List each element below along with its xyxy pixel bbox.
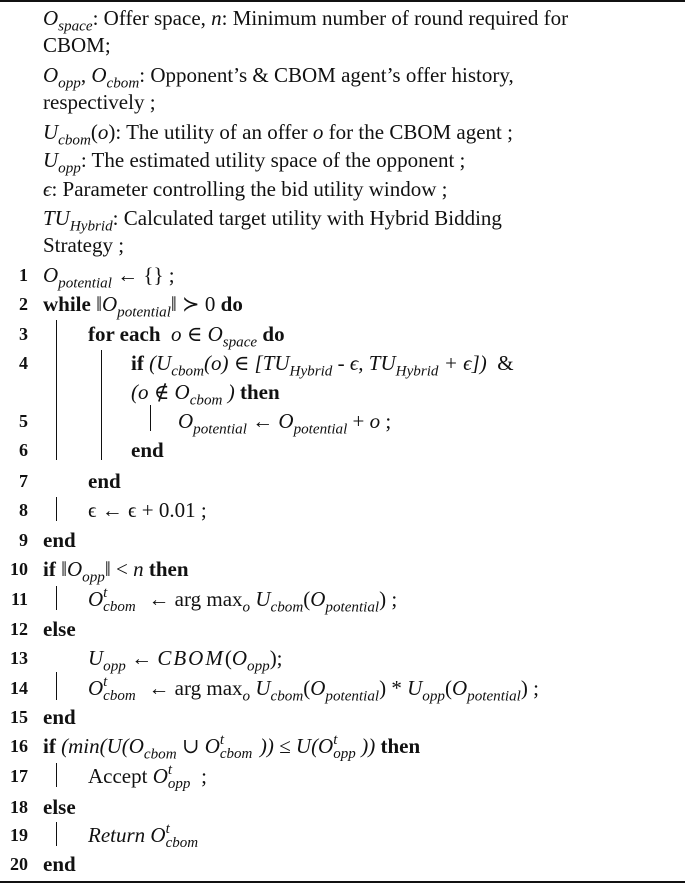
line-number: 3 [19, 324, 28, 344]
step-4-cont: (o ∉ $O_{cbom}$ ) then [131, 380, 280, 409]
line-number: 2 [19, 294, 28, 314]
header-line-5: $U_{cbom}(o)$: The utility of an offer o for the CBOM agent ; [43, 120, 513, 149]
return-block-bar [56, 822, 57, 846]
accept-block-bar [56, 763, 57, 787]
top-rule [0, 0, 685, 2]
header-line-6: $U_{opp}$: The estimated utility space of the opponent ; [43, 148, 466, 177]
header-line-9: Strategy ; [43, 233, 125, 257]
line-number: 11 [10, 589, 28, 609]
for-block-bar [101, 350, 102, 460]
line-number: 8 [19, 500, 28, 520]
if-block-bar [150, 405, 151, 431]
line-number: 19 [10, 825, 28, 845]
while-tail-bar [56, 497, 57, 521]
step-12: else [43, 617, 76, 641]
step-20: end [43, 852, 76, 876]
line-number: 1 [19, 265, 28, 285]
step-17: Accept O t opp ; [88, 762, 207, 792]
header-line-3: $O_{opp}$, $O_{cbom}$: Opponent’s & CBOM agent’s offer history, [43, 63, 514, 92]
header-line-1: $O_{space}$: Offer space, n: Minimum number of round required for [43, 6, 569, 35]
step-15: end [43, 705, 76, 729]
line-number: 18 [10, 797, 28, 817]
if-opp-block-bar [56, 586, 57, 610]
line-number: 15 [10, 707, 28, 727]
step-3: for each o ∈ $O_{space}$ do [88, 322, 285, 351]
line-number: 9 [19, 530, 28, 550]
step-14: O t cbom ← arg $\max_o U_{cbom}(O_{potential}) * U_{opp}(O_{potential})$ ; [88, 674, 539, 705]
line-number: 13 [10, 648, 28, 668]
while-block-bar [56, 320, 57, 460]
line-number: 17 [10, 766, 28, 786]
step-13: $U_{opp}$ ← $CBOM(O_{opp})$; [88, 646, 283, 675]
step-8: ϵ ← ϵ + 0.01 ; [88, 498, 207, 522]
line-number: 20 [10, 854, 28, 874]
line-number: 12 [10, 619, 28, 639]
step-1: $O_{potential}$ ← {} ; [43, 263, 175, 292]
bottom-rule [0, 881, 685, 883]
step-6: end [131, 438, 164, 462]
else-block-bar [56, 672, 57, 700]
header-line-2: CBOM; [43, 33, 111, 57]
step-9: end [43, 528, 76, 552]
header-line-8: $TU_{Hybrid}$: Calculated target utility with Hybrid Bidding [43, 206, 502, 235]
line-number: 4 [19, 353, 28, 373]
step-19: Return O t cbom [88, 821, 199, 851]
step-18: else [43, 795, 76, 819]
header-line-4: respectively ; [43, 90, 156, 114]
step-11: O t cbom ← arg $\max_o U_{cbom}(O_{potential})$ ; [88, 585, 398, 616]
line-number: 7 [19, 471, 28, 491]
line-number: 10 [10, 559, 28, 579]
step-7: end [88, 469, 121, 493]
line-number: 16 [10, 736, 28, 756]
header-line-7: ϵ: Parameter controlling the bid utility window ; [43, 177, 448, 201]
line-number: 6 [19, 440, 28, 460]
line-number: 5 [19, 411, 28, 431]
step-10: if $‖O_{opp}‖ < n$ then [43, 557, 189, 586]
line-number: 14 [10, 678, 28, 698]
step-5: $O_{potential}$ ← $O_{potential} + o$ ; [178, 409, 392, 438]
step-4: if ($U_{cbom}(o)$ ∈ [$TU_{Hybrid}$ - ϵ, $TU_{Hybrid} + \epsilon$]) & [131, 351, 514, 380]
step-2: while $‖O_{potential}‖$ ≻ 0 do [43, 292, 243, 321]
step-16: if ($\min(U(O_{cbom}$ ∪ O t cbom )) ≤ U(O t opp )) then [43, 732, 421, 763]
